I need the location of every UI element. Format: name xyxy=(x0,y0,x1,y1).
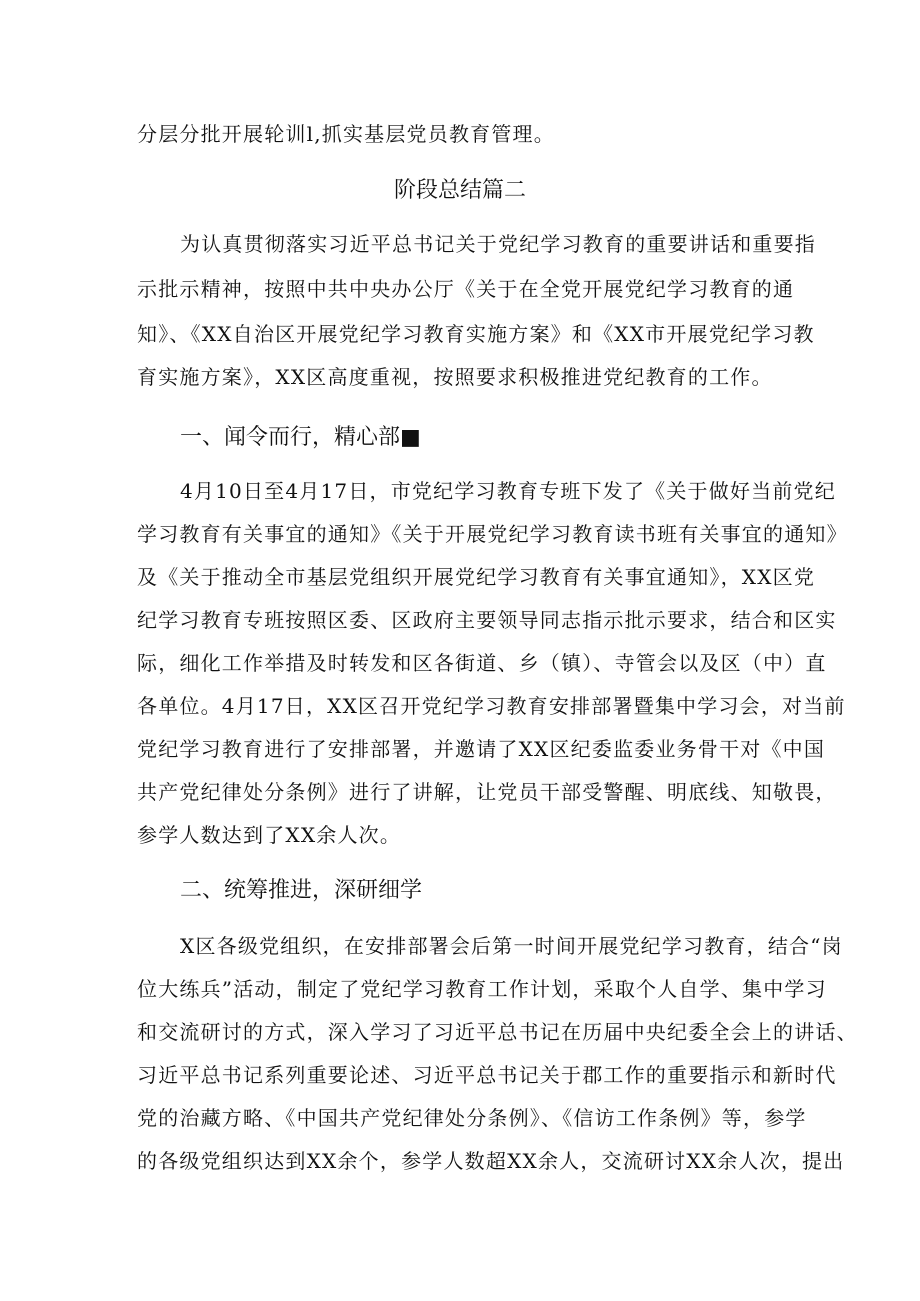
section1-line-8: 共产党纪律处分条例》进行了讲解，让党员干部受警醒、明底线、知敬畏， xyxy=(137,780,837,804)
section2-line-1: X区各级党组织，在安排部署会后第一时间开展党纪学习教育，结合“岗 xyxy=(180,934,843,958)
section1-line-5: 际，细化工作举措及时转发和区各街道、乡（镇）、寺管会以及区（中）直 xyxy=(137,651,827,675)
intro-line-1: 为认真贯彻落实习近平总书记关于党纪学习教育的重要讲话和重要指 xyxy=(180,232,816,256)
intro-line-2: 示批示精神，按照中共中央办公厅《关于在全党开展党纪学习教育的通 xyxy=(137,277,795,301)
section2-heading: 二、统筹推进，深研细学 xyxy=(180,878,423,903)
section1-line-3: 及《关于推动全市基层党组织开展党纪学习教育有关事宜通知》，XX区党 xyxy=(137,565,816,589)
section2-line-4: 习近平总书记系列重要论述、习近平总书记关于郡工作的重要指示和新时代 xyxy=(137,1063,837,1087)
top-fragment-line: 分层分批开展轮训l,抓实基层党员教育管理。 xyxy=(137,122,555,146)
section1-line-1: 4月10日至4月17日，市党纪学习教育专班下发了《关于做好当前党纪 xyxy=(180,479,836,503)
section2-line-2: 位大练兵”活动，制定了党纪学习教育工作计划，采取个人自学、集中学习 xyxy=(137,977,827,1001)
section1-line-9: 参学人数达到了XX余人次。 xyxy=(137,823,402,847)
section2-line-3: 和交流研讨的方式，深入学习了习近平总书记在历届中央纪委全会上的讲话、 xyxy=(137,1020,858,1044)
intro-line-4: 育实施方案》，XX区高度重视，按照要求积极推进党纪教育的工作。 xyxy=(137,365,773,389)
section2-line-5: 党的治藏方略、《中国共产党纪律处分条例》、《信访工作条例》等，参学 xyxy=(137,1106,807,1130)
section1-line-2: 学习教育有关事宜的通知》《关于开展党纪学习教育读书班有关事宜的通知》 xyxy=(137,522,848,546)
section1-heading: 一、闻令而行，精心部■ xyxy=(180,425,421,450)
section1-line-6: 各单位。4月17日，XX区召开党纪学习教育安排部署暨集中学习会，对当前 xyxy=(137,694,846,718)
section1-line-4: 纪学习教育专班按照区委、区政府主要领导同志指示批示要求，结合和区实 xyxy=(137,608,837,632)
intro-line-3: 知》、《XX自治区开展党纪学习教育实施方案》和《XX市开展党纪学习教 xyxy=(137,322,815,346)
section1-line-7: 党纪学习教育进行了安排部署，并邀请了XX区纪委监委业务骨干对《中国 xyxy=(137,737,826,761)
section2-line-6: 的各级党组织达到XX余个，参学人数超XX余人，交流研讨XX余人次，提出 xyxy=(137,1149,845,1173)
document-title: 阶段总结篇二 xyxy=(393,178,526,203)
